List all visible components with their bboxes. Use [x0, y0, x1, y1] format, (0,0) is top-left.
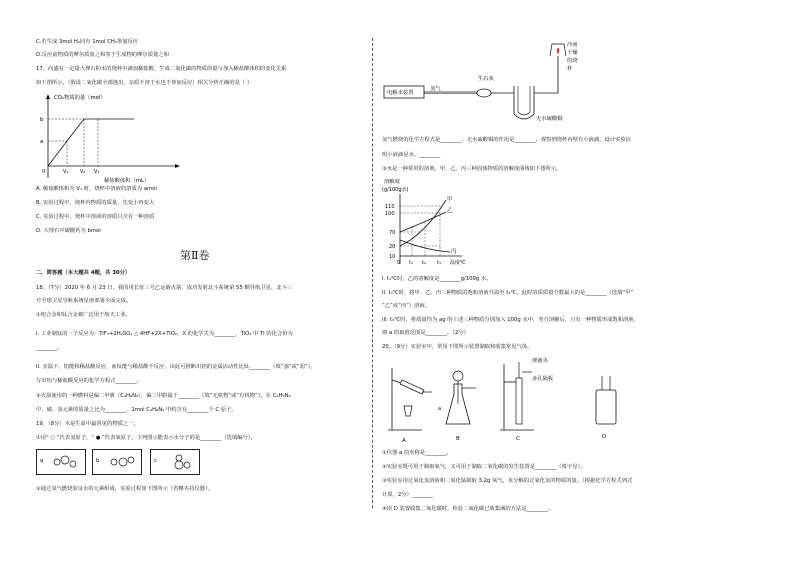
text-line: III. t₃℃时，将质量均为 ag 的上述三种物质分别加入 100g 水中，充分溶解后，只有一种物质形成饱和溶液，	[382, 317, 639, 323]
option-d: D. 大理石中碳酸钙为 bmol	[36, 228, 101, 234]
text-line: ③水是一种常用的溶剂。甲、乙、丙三种固体物质的溶解度曲线如下图所示。	[382, 166, 562, 172]
graph-ytick: a	[40, 139, 44, 145]
text-line: I. t₁℃时，乙的溶解度是________g/100g 水。	[382, 276, 492, 282]
text-line: 计算，2分）________	[382, 492, 434, 498]
series-label: 乙	[447, 208, 453, 214]
co2-graph	[34, 92, 184, 184]
choice-label: b	[96, 458, 100, 464]
series-jia-curve	[400, 200, 446, 246]
chart-xtick: t₁	[409, 260, 413, 266]
choice-label: a	[40, 458, 44, 464]
text-line: ③实验室用过氧化氢溶液和二氧化锰制取 3.2g 氧气，求分解的过氧化氢的物质的量。（根据化学方程式列式	[382, 478, 633, 484]
text-line: ①仪器 a 的名称是________。	[382, 450, 452, 456]
text-line: 中，碳、氢元素的质量之比为________，1mol C₂H₈N₂ 中约含有________个 C 原子。	[36, 407, 237, 413]
chart-xlabel: 温度℃	[450, 260, 466, 266]
text-line: 氢气燃烧的化学方程式是________，无水硫酸铜的作用是________。观察到烧杯内壁有小液滴，设计实验证	[382, 137, 631, 143]
chart-ytick: 110	[385, 204, 395, 210]
porous-plate-label: 多孔隔板	[532, 376, 554, 382]
beaker-label: 冷而	[567, 42, 578, 48]
text-line: II. t₃℃时，将甲、乙、丙三种物质的饱和溶液升温至 t₃℃，此时溶质质量分数最大的是________（选填“甲”	[382, 290, 634, 296]
chart-ytick: 20	[389, 244, 396, 250]
gas-apparatus	[382, 354, 642, 446]
beaker-label: 干燥	[567, 50, 578, 56]
molecule-choice-c	[150, 449, 200, 475]
apparatus-label: A	[402, 438, 406, 444]
chart-ytick: 10	[389, 254, 396, 260]
text-line: 明小液滴是水。________	[382, 152, 441, 158]
chart-xtick: t₃	[437, 260, 441, 266]
u-tube	[514, 86, 534, 119]
text-line: D.反应前物质的摩尔质量之和等于生成物的摩尔质量之和	[36, 52, 169, 58]
text-line: ②实验室既可用于制取氧气，又可用于制取二氧化碳的发生装置是________（填字母）。	[382, 464, 586, 470]
text-line: ④用 D 装置收集二氧化碳时，检验二氧化碳已收集满的方法是________。	[382, 506, 554, 512]
series-label: 甲	[447, 197, 453, 203]
text-line: 号全球卫星导航系统星座部署全面完成。	[36, 298, 132, 304]
molecule-diagram	[49, 452, 81, 472]
option-b: B. 实验过程中，烧杯内物质的质量，先变小再变大	[36, 200, 155, 206]
series-label: 丙	[451, 249, 457, 255]
text-line: ①铝合金和钛合金被广泛用于航天工业。	[36, 312, 131, 318]
graph-y-arrow	[46, 94, 50, 99]
text-line: “乙”或“丙”）溶液。	[382, 303, 431, 309]
choice-label: c	[154, 458, 158, 464]
hydrogen-apparatus	[382, 38, 622, 130]
text-line: 则 a 的取值范围是________。（2分）	[382, 330, 469, 336]
beaker-label: 的烧	[567, 58, 578, 64]
graph-xlabel: 稀盐酸体积（mL）	[104, 178, 150, 184]
text-line: 18、（7分）2020 年 6 月 23 日，我国用长征三号乙运载火箭，成功发射北斗系统第 55 颗导航卫星，北斗三	[36, 285, 293, 291]
apparatus-c-tube	[516, 378, 522, 424]
electrolysis-label: 电解水装置	[387, 90, 414, 96]
option-a: A. 稀盐酸体积为 V₁ 时，烧杯中溶液的溶质为 amol	[36, 186, 157, 192]
chart-xtick: t₂	[422, 260, 426, 266]
text-line: 19、（8分）水是生命中最常见的物质之一。	[36, 421, 139, 427]
section-title: 第Ⅱ卷	[180, 249, 210, 262]
apparatus-label: D	[602, 434, 607, 440]
section-subtitle: 二、简答题（本大题共 4题，共 30分）	[36, 270, 131, 276]
graph-xtick: V₂	[80, 169, 86, 175]
a-label: a	[438, 406, 442, 412]
graph-origin: 0	[42, 169, 46, 175]
beaker-label: 杯	[567, 66, 573, 72]
text-line: ________。	[36, 345, 63, 351]
apparatus-label: B	[456, 436, 460, 442]
chart-ytick: 70	[389, 230, 396, 236]
text-line: ①用“ ○ ”代表氢原子，“ ● ”代表氧原子，下列图示能表示水分子的是________（选填编号）。	[36, 435, 256, 441]
graph-line-segment	[48, 141, 67, 166]
molecule-diagram	[163, 452, 195, 472]
lime-label: 生石灰	[478, 76, 494, 82]
text-line: C.若生成 3mol H₂同有 1mol CH₄参加反应	[36, 39, 139, 45]
graph-line-segment	[67, 119, 84, 141]
text-line: 如下图所示。（假设二氧化碳全部逸出，杂质不溶于水也不参加反应）相关分析正确的是（ ）	[36, 80, 253, 86]
text-line: I. 工业制钛的一个反应为：TiF₄+2H₂SO₄ △ 4HF+2X+TiO₂，X 的化学式为________，TiO₂ 中 Ti 的化合价为	[36, 331, 293, 337]
u-tube-inner	[518, 86, 530, 115]
gas-label: 氢气	[430, 86, 441, 92]
chart-ylabel: 溶解度	[384, 179, 400, 185]
text-line: 写出铝与稀盐酸反应的化学方程式________。	[36, 378, 142, 384]
solubility-chart	[380, 176, 500, 272]
text-line: ②火箭使用的一种燃料是偏二甲肼（C₂H₈N₂），偏二甲肼属于________（填“无机物”或“有机物”）。在 C₂H₈N₂	[36, 393, 291, 399]
text-line: 17、向盛有一定量大理石粉末的烧杯中滴加稀盐酸，生成二氧化碳的物质的量与加入稀盐酸体积的变化关系	[36, 66, 287, 72]
column-divider	[372, 38, 373, 508]
chart-yunit: (g/100g水)	[382, 187, 409, 193]
separatory-funnel	[453, 371, 463, 381]
chart-xtick: 0	[397, 260, 401, 266]
apparatus-a-tube	[400, 380, 424, 394]
spring-clip-label: 弹簧夹	[532, 358, 548, 364]
molecule-choice-a	[36, 449, 86, 475]
graph-xtick: V₃	[94, 169, 100, 175]
drying-tube	[477, 89, 491, 97]
text-line: 20、（9分）实验室中，常用下图所示装置制取和收集常见气体。	[382, 344, 533, 350]
chart-ytick: 100	[385, 211, 395, 217]
molecule-choice-b	[92, 449, 142, 475]
graph-ylabel: CO₂物质的量（mol）	[54, 95, 106, 101]
graph-xtick: V₁	[63, 169, 69, 175]
sulfate-label: 无水硫酸铜	[536, 116, 563, 122]
molecule-diagram	[105, 452, 137, 472]
flame-icon	[557, 48, 559, 54]
text-line: ②通过氢气燃烧验证水的元素组成，实验过程如下图所示（省略夹持仪器）。	[36, 486, 213, 492]
apparatus-d-bottle	[596, 390, 616, 424]
graph-ytick: b	[40, 117, 44, 123]
text-line: II. 室温下，铝能和稀盐酸反应，而钛能与稀盐酸不反应，由此可推断出铝的金属活动性比钛________（填“强”或“弱”），	[36, 364, 316, 370]
graph-x-arrow	[175, 164, 180, 168]
apparatus-label: C	[516, 436, 520, 442]
alcohol-lamp	[404, 406, 412, 416]
option-c: C. 实验过程中，烧杯中溶液的溶质只含有一种溶质	[36, 214, 155, 220]
